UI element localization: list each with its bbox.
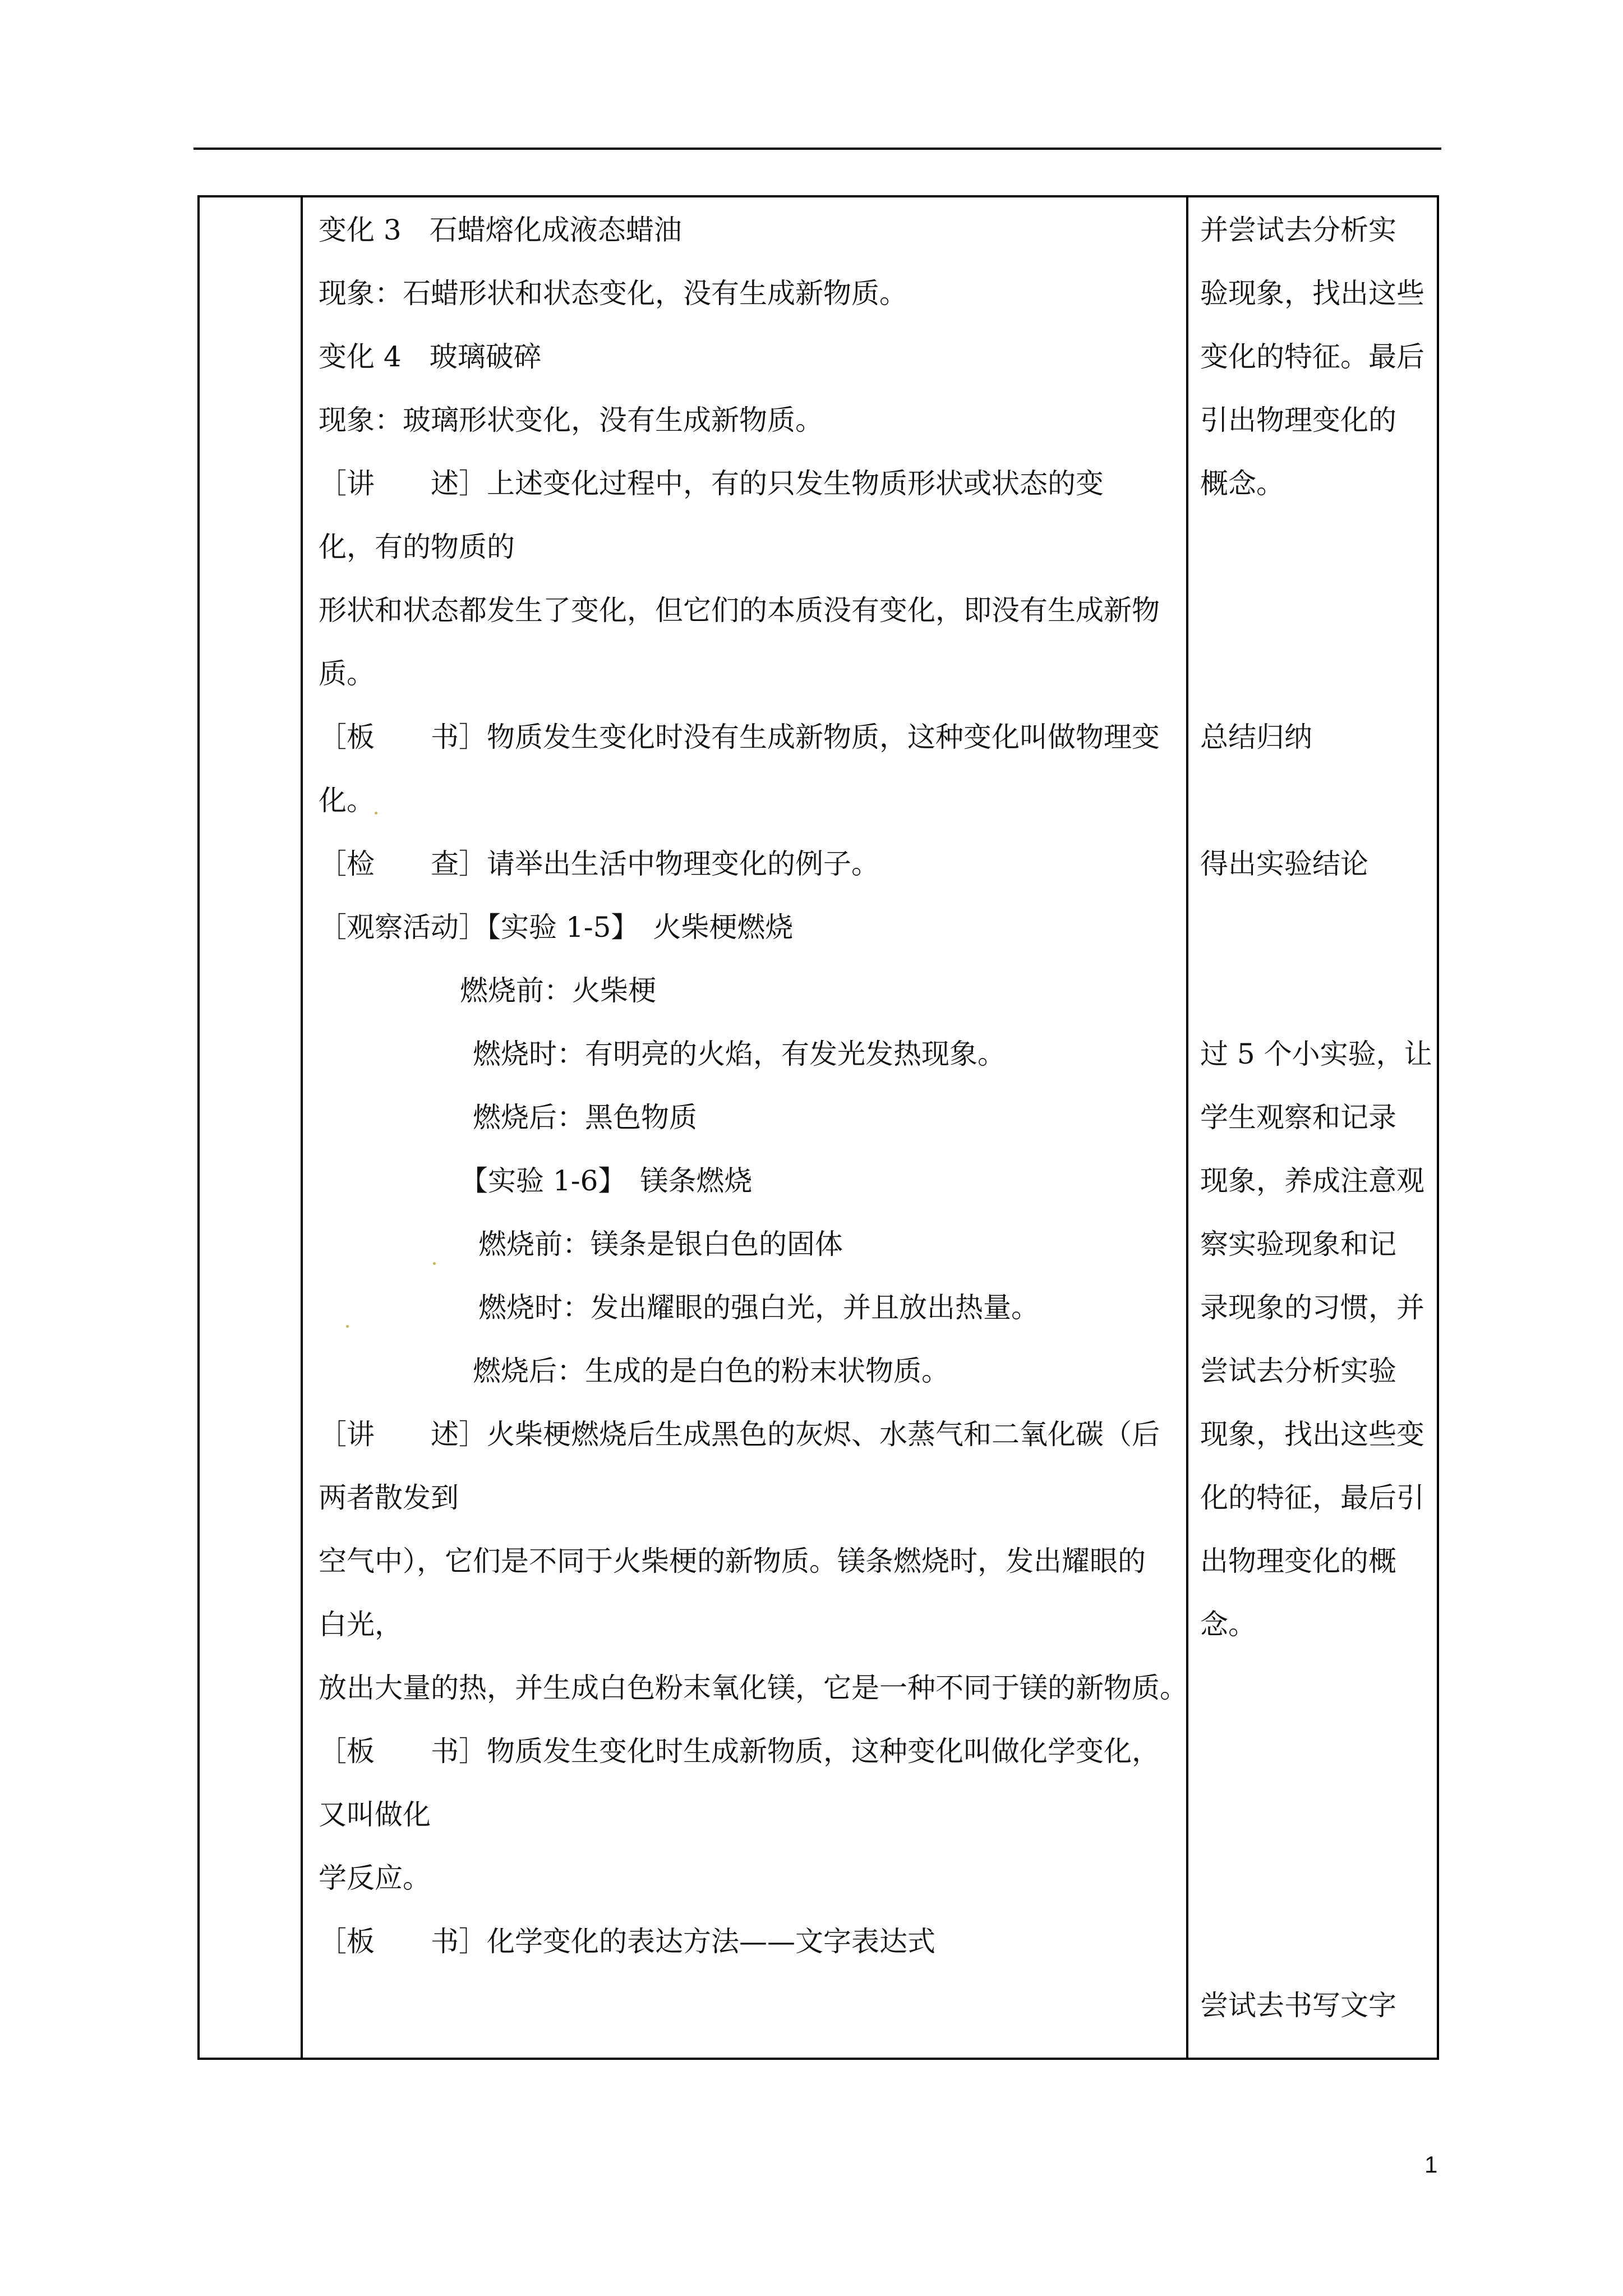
content-line: 化。 xyxy=(319,784,375,817)
activity-line: 验现象，找出这些 xyxy=(1200,277,1424,310)
content-line: ［观察活动］【实验 1-5】 火柴梗燃烧 xyxy=(319,911,794,944)
column-divider-left xyxy=(301,195,303,2060)
activity-line: 总结归纳 xyxy=(1200,721,1312,753)
content-line: 学反应。 xyxy=(319,1862,431,1894)
content-line: ［讲 述］火柴梗燃烧后生成黑色的灰烬、水蒸气和二氧化碳（后 xyxy=(319,1418,1160,1451)
content-line: 质。 xyxy=(319,657,375,690)
ink-speck xyxy=(346,1325,349,1328)
activity-line: 学生观察和记录 xyxy=(1200,1101,1396,1134)
activity-line: 变化的特征。最后 xyxy=(1200,341,1424,373)
content-line: 白光， xyxy=(319,1608,403,1641)
content-line: 【实验 1-6】 镁条燃烧 xyxy=(460,1165,753,1197)
page-number: 1 xyxy=(1424,2151,1438,2178)
content-line: 变化 3 石蜡熔化成液态蜡油 xyxy=(319,214,682,246)
content-line: 空气中），它们是不同于火柴梗的新物质。镁条燃烧时，发出耀眼的 xyxy=(319,1545,1146,1577)
header-rule xyxy=(193,148,1441,150)
ink-speck xyxy=(375,812,377,815)
activity-line: 现象，养成注意观 xyxy=(1200,1165,1424,1197)
content-line: 放出大量的热，并生成白色粉末氧化镁，它是一种不同于镁的新物质。 xyxy=(319,1672,1188,1704)
content-line: 化，有的物质的 xyxy=(319,531,515,563)
activity-line: 引出物理变化的 xyxy=(1200,404,1396,436)
activity-line: 现象，找出这些变 xyxy=(1200,1418,1424,1451)
activity-line: 录现象的习惯，并 xyxy=(1200,1291,1424,1324)
activity-line: 出物理变化的概 xyxy=(1200,1545,1396,1577)
activity-line: 过 5 个小实验，让 xyxy=(1200,1038,1432,1070)
content-line: ［板 书］物质发生变化时生成新物质，这种变化叫做化学变化， xyxy=(319,1735,1160,1768)
activity-line: 得出实验结论 xyxy=(1200,848,1368,880)
activity-line: 念。 xyxy=(1200,1608,1256,1641)
activity-line: 概念。 xyxy=(1200,467,1284,500)
content-line: 变化 4 玻璃破碎 xyxy=(319,341,542,373)
activity-line: 尝试去分析实验 xyxy=(1200,1355,1396,1387)
content-line: ［讲 述］上述变化过程中，有的只发生物质形状或状态的变 xyxy=(319,467,1104,500)
content-line: ［板 书］化学变化的表达方法——文字表达式 xyxy=(319,1925,935,1958)
content-line: 现象：石蜡形状和状态变化，没有生成新物质。 xyxy=(319,277,907,310)
content-line: 燃烧后：黑色物质 xyxy=(473,1101,697,1134)
ink-speck xyxy=(433,1262,436,1265)
activity-line: 尝试去书写文字 xyxy=(1200,1989,1396,2022)
content-line: 现象：玻璃形状变化，没有生成新物质。 xyxy=(319,404,823,436)
content-line: 燃烧时：有明亮的火焰，有发光发热现象。 xyxy=(473,1038,1006,1070)
content-line: ［板 书］物质发生变化时没有生成新物质，这种变化叫做物理变 xyxy=(319,721,1160,753)
content-line: 燃烧时：发出耀眼的强白光，并且放出热量。 xyxy=(478,1291,1039,1324)
content-line: 形状和状态都发生了变化，但它们的本质没有变化，即没有生成新物 xyxy=(319,594,1160,627)
activity-line: 并尝试去分析实 xyxy=(1200,214,1396,246)
content-line: ［检 查］请举出生活中物理变化的例子。 xyxy=(319,848,879,880)
content-line: 燃烧前：镁条是银白色的固体 xyxy=(478,1228,843,1260)
content-line: 燃烧前：火柴梗 xyxy=(460,974,656,1007)
activity-line: 察实验现象和记 xyxy=(1200,1228,1396,1260)
content-line: 又叫做化 xyxy=(319,1798,431,1831)
column-divider-right xyxy=(1186,195,1188,2060)
activity-line: 化的特征，最后引 xyxy=(1200,1481,1424,1514)
content-line: 燃烧后：生成的是白色的粉末状物质。 xyxy=(473,1355,949,1387)
content-line: 两者散发到 xyxy=(319,1481,459,1514)
